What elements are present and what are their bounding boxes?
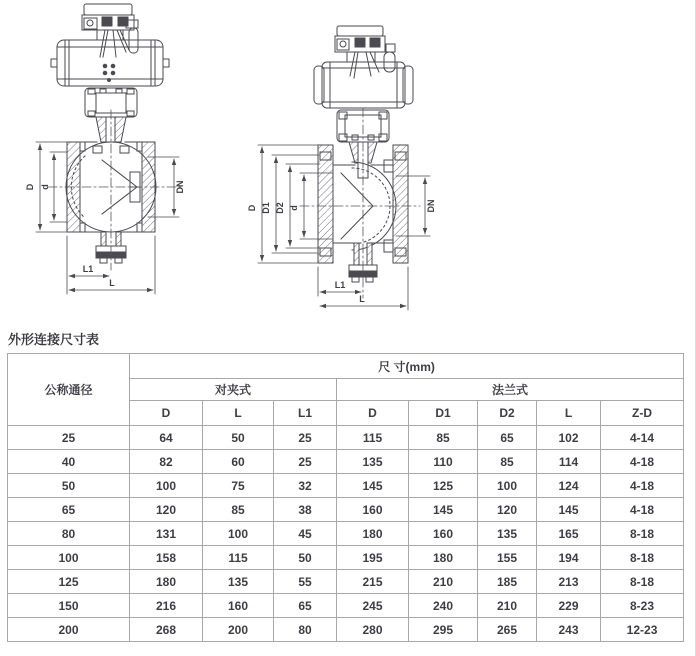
table-cell: 80 [274,618,337,642]
table-row [8,594,684,618]
table-cell: 85 [409,426,478,450]
table-cell: 115 [203,546,274,570]
table-cell: 195 [337,546,409,570]
table-cell: 215 [337,570,409,594]
table-row [8,618,684,642]
table-cell: 75 [203,474,274,498]
pneumatic-actuator-right [314,62,413,108]
table-cell: 124 [537,474,601,498]
table-cell: 4-18 [601,498,684,522]
table-cell: 114 [537,450,601,474]
table-cell: 216 [130,594,203,618]
table-cell: 180 [130,570,203,594]
table-cell: 45 [274,522,337,546]
table-cell: 265 [478,618,537,642]
sub-header: D [337,401,409,426]
dim-label-D1-right: D1 [261,202,271,214]
table-cell: 50 [203,426,274,450]
table-cell: 8-18 [601,570,684,594]
table-row [8,474,684,498]
positioner-box-right [335,26,395,78]
table-cell: 194 [537,546,601,570]
table-cell: 65 [8,498,130,522]
table-cell: 4-18 [601,450,684,474]
table-cell: 160 [337,498,409,522]
dim-label-DN-right: DN [426,199,436,213]
header-size-mm: 尺 寸(mm) [130,354,684,379]
table-cell: 210 [478,594,537,618]
table-cell: 55 [274,570,337,594]
table-cell: 160 [409,522,478,546]
table-cell: 185 [478,570,537,594]
sub-header: D2 [478,401,537,426]
table-cell: 100 [203,522,274,546]
table-cell: 25 [274,426,337,450]
table-cell: 245 [337,594,409,618]
table-row [8,522,684,546]
dim-label-d-left: d [40,184,50,190]
dimension-lines-left [25,142,185,294]
table-cell: 4-18 [601,474,684,498]
table-row [8,426,684,450]
table-cell: 200 [203,618,274,642]
dim-label-L-right: L [359,294,365,304]
table-cell: 100 [130,474,203,498]
table-cell: 213 [537,570,601,594]
table-cell: 85 [478,450,537,474]
sub-header: D [130,401,203,426]
table-cell: 25 [8,426,130,450]
table-title: 外形连接尺寸表 [8,332,100,347]
table-cell: 158 [130,546,203,570]
table-cell: 131 [130,522,203,546]
table-row [8,570,684,594]
table-cell: 155 [478,546,537,570]
header-nominal-diameter: 公称通径 [8,354,130,426]
header-flange-type: 法兰式 [337,379,684,401]
dim-label-D-right: D [247,204,257,212]
table-cell: 12-23 [601,618,684,642]
pneumatic-actuator-left [51,40,169,86]
table-cell: 135 [337,450,409,474]
table-cell: 100 [478,474,537,498]
table-cell: 8-18 [601,546,684,570]
positioner-box-left [82,4,138,57]
table-cell: 102 [537,426,601,450]
table-cell: 135 [478,522,537,546]
table-cell: 165 [537,522,601,546]
table-cell: 125 [8,570,130,594]
table-cell: 120 [478,498,537,522]
dim-label-d-right: d [289,205,299,211]
table-cell: 32 [274,474,337,498]
dim-label-D-left: D [25,183,35,191]
table-cell: 38 [274,498,337,522]
table-cell: 268 [130,618,203,642]
dim-label-D2-right: D2 [275,202,285,214]
table-cell: 80 [8,522,130,546]
table-cell: 243 [537,618,601,642]
table-cell: 180 [337,522,409,546]
table-cell: 135 [203,570,274,594]
table-row [8,450,684,474]
header-wafer-type: 对夹式 [130,379,337,401]
table-cell: 125 [409,474,478,498]
sub-header: D1 [409,401,478,426]
dim-label-L1-left: L1 [82,264,94,274]
sub-header: Z-D [601,401,684,426]
table-cell: 145 [537,498,601,522]
table-cell: 64 [130,426,203,450]
table-cell: 65 [274,594,337,618]
table-cell: 240 [409,594,478,618]
table-cell: 110 [409,450,478,474]
table-cell: 85 [203,498,274,522]
table-cell: 25 [274,450,337,474]
table-row [8,498,684,522]
table-cell: 8-23 [601,594,684,618]
sub-header: L [203,401,274,426]
table-cell: 145 [409,498,478,522]
table-cell: 145 [337,474,409,498]
table-cell: 295 [409,618,478,642]
table-cell: 4-14 [601,426,684,450]
flange-valve-drawing [247,26,436,310]
table-cell: 120 [130,498,203,522]
sub-header: L [537,401,601,426]
dim-label-L1-right: L1 [334,280,346,290]
table-cell: 229 [537,594,601,618]
table-cell: 150 [8,594,130,618]
table-cell: 50 [274,546,337,570]
table-cell: 82 [130,450,203,474]
table-cell: 115 [337,426,409,450]
table-cell: 100 [8,546,130,570]
table-cell: 280 [337,618,409,642]
wafer-valve-drawing [25,4,185,294]
sub-header: L1 [274,401,337,426]
table-cell: 50 [8,474,130,498]
table-cell: 8-18 [601,522,684,546]
table-row [8,546,684,570]
table-cell: 65 [478,426,537,450]
table-cell: 210 [409,570,478,594]
dim-label-DN-left: DN [175,180,185,194]
dim-label-L-left: L [109,278,115,288]
table-cell: 200 [8,618,130,642]
table-cell: 60 [203,450,274,474]
dimensions-table [7,353,684,642]
table-cell: 180 [409,546,478,570]
table-cell: 40 [8,450,130,474]
table-cell: 160 [203,594,274,618]
